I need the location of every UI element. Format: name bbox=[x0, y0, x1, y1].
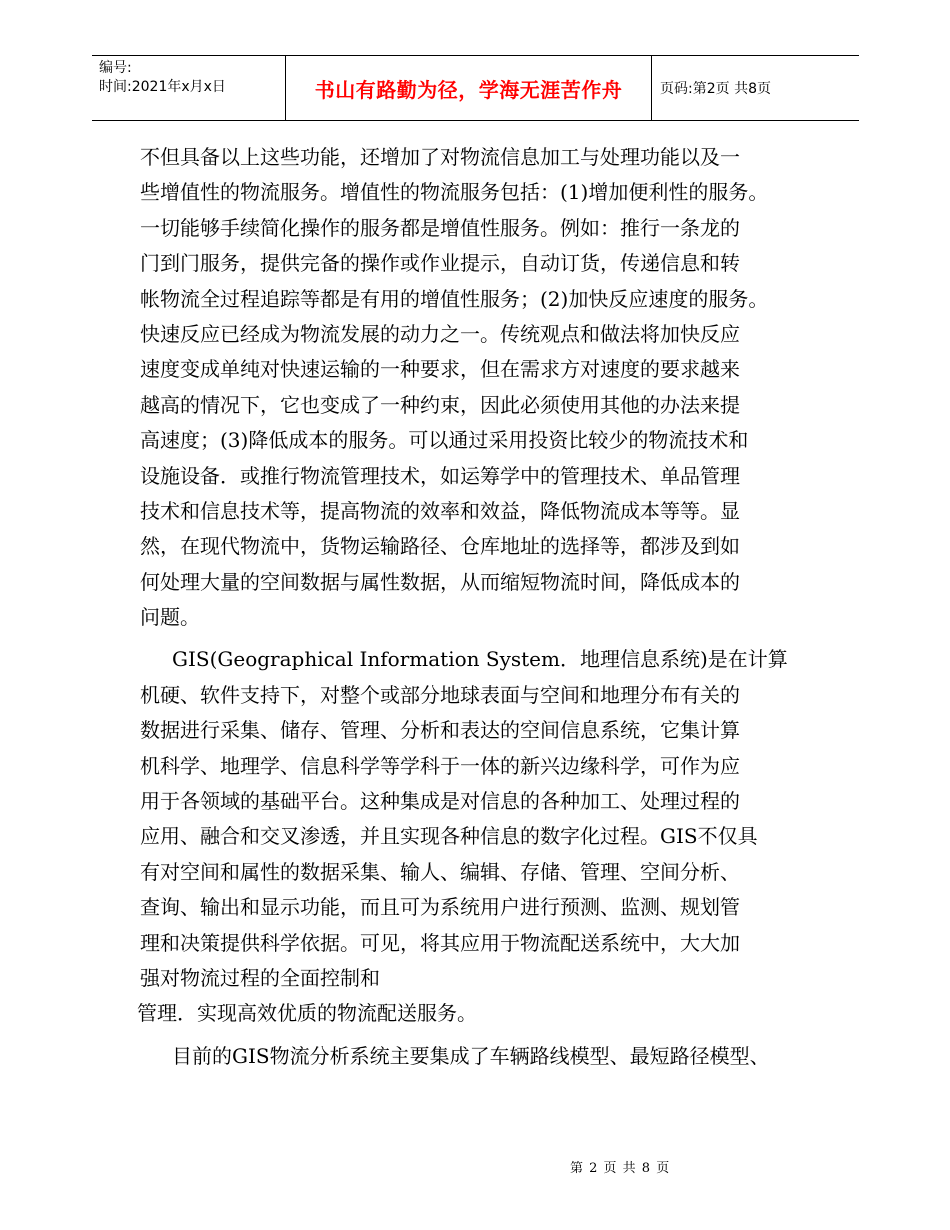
header-page-info: 页码:第2页 共8页 bbox=[660, 81, 771, 97]
text-line: 一切能够手续简化操作的服务都是增值性服务。例如：推行一条龙的 bbox=[140, 215, 740, 240]
header-meta bbox=[92, 56, 285, 120]
document-body bbox=[137, 140, 820, 1074]
page-header bbox=[92, 55, 859, 121]
text-line: 不但具备以上这些功能，还增加了对物流信息加工与处理功能以及一 bbox=[140, 145, 740, 169]
text-line: 应用、融合和交叉渗透，并且实现各种信息的数字化过程。GIS不仅具 bbox=[140, 824, 758, 849]
text-line: 然，在现代物流中，货物运输路径、仓库地址的选择等，都涉及到如 bbox=[140, 534, 740, 559]
text-line: 有对空间和属性的数据采集、输人、编辑、存储、管理、空间分析、 bbox=[140, 859, 740, 884]
paragraph-3 bbox=[140, 1039, 820, 1074]
text-line: 用于各领域的基础平台。这种集成是对信息的各种加工、处理过程的 bbox=[140, 789, 740, 814]
page-footer: 第 2 页 共 8 页 bbox=[570, 1161, 671, 1176]
text-line: 机硬、软件支持下，对整个或部分地球表面与空间和地理分布有关的 bbox=[140, 682, 740, 707]
text-line: 越高的情况下，它也变成了一种约束，因此必须使用其他的办法来提 bbox=[140, 392, 740, 417]
text-line: 些增值性的物流服务。增值性的物流服务包括：(1)增加便利性的服务。 bbox=[140, 180, 769, 205]
text-line: 设施设备．或推行物流管理技术，如运筹学中的管理技术、单品管理 bbox=[140, 463, 740, 488]
paragraph-1 bbox=[140, 140, 820, 635]
text-line: 数据进行采集、储存、管理、分析和表达的空间信息系统，它集计算 bbox=[140, 718, 740, 743]
text-line: 理和决策提供科学依据。可见，将其应用于物流配送系统中，大大加 bbox=[140, 930, 740, 955]
text-line: 技术和信息技术等，提高物流的效率和效益，降低物流成本等等。显 bbox=[140, 498, 740, 523]
text-line: 强对物流过程的全面控制和 bbox=[140, 965, 380, 990]
header-motto: 书山有路勤为径，学海无涯苦作舟 bbox=[285, 56, 652, 120]
text-line: 管理．实现高效优质的物流配送服务。 bbox=[137, 1001, 477, 1026]
time-label: 时间:2021年x月x日 bbox=[99, 79, 226, 95]
text-line: 高速度；(3)降低成本的服务。可以通过采用投资比较少的物流技术和 bbox=[140, 428, 749, 453]
text-line: 机科学、地理学、信息科学等学科于一体的新兴边缘科学，可作为应 bbox=[140, 753, 740, 778]
text-line: GIS(Geographical Information System．地理信息系统)是在计算 bbox=[172, 647, 788, 672]
text-line: 速度变成单纯对快速运输的一种要求，但在需求方对速度的要求越来 bbox=[140, 357, 740, 382]
text-line: 门到门服务，提供完备的操作或作业提示，自动订货，传递信息和转 bbox=[140, 251, 740, 276]
text-line: 帐物流全过程追踪等都是有用的增值性服务；(2)加快反应速度的服务。 bbox=[140, 286, 769, 311]
text-line: 目前的GIS物流分析系统主要集成了车辆路线模型、最短路径模型、 bbox=[172, 1043, 770, 1068]
text-line: 何处理大量的空间数据与属性数据，从而缩短物流时间，降低成本的 bbox=[140, 569, 740, 594]
text-line: 查询、输出和显示功能，而且可为系统用户进行预测、监测、规划管 bbox=[140, 895, 740, 920]
number-label: 编号: bbox=[99, 60, 132, 76]
text-line: 快速反应已经成为物流发展的动力之一。传统观点和做法将加快反应 bbox=[140, 321, 740, 346]
text-line: 问题。 bbox=[140, 605, 200, 630]
paragraph-2 bbox=[137, 642, 820, 1031]
